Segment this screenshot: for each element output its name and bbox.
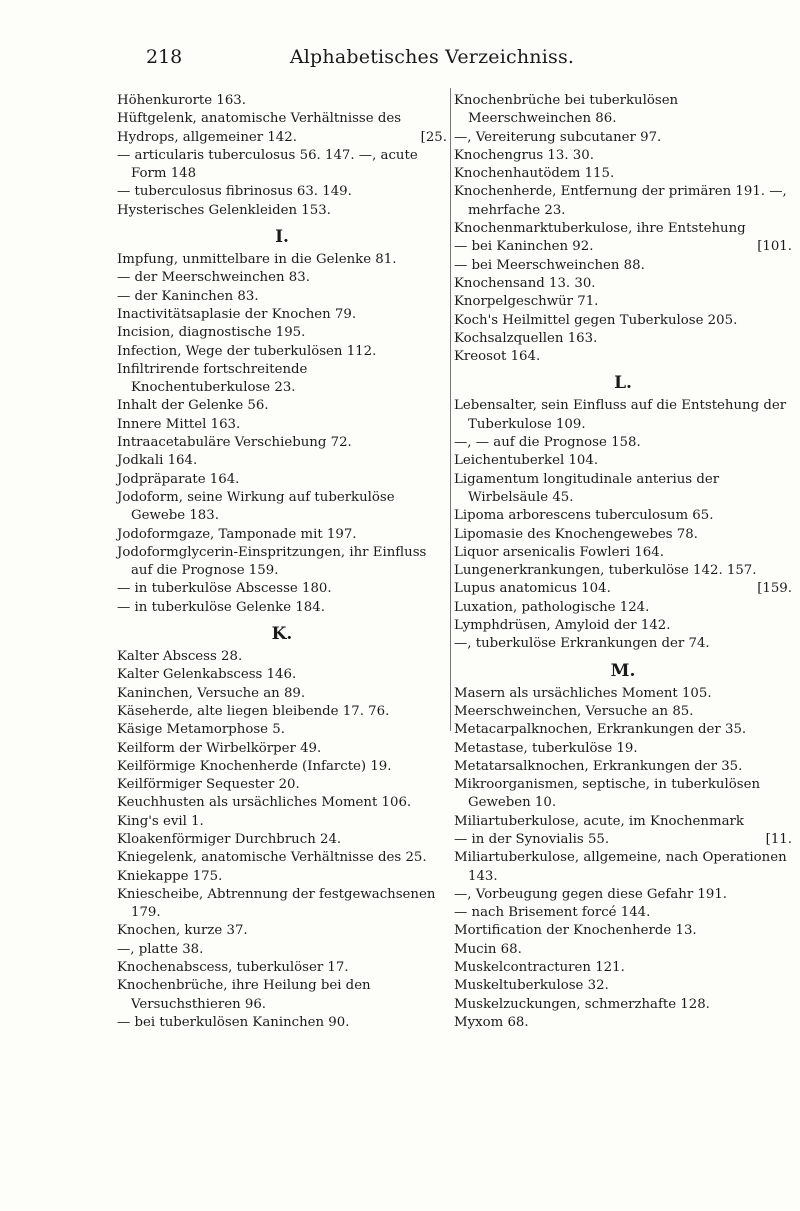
index-entry: Kochsalzquellen 163. [454, 330, 598, 346]
index-entry: —, Vorbeugung gegen diese Gefahr 191. [454, 886, 728, 902]
index-entry: Lungenerkrankungen, tuberkulöse 142. 157. [454, 563, 757, 579]
column-divider [450, 88, 451, 731]
index-entry: Knochenbrüche bei tuberkulösen Meerschweinchen 86. [454, 93, 679, 127]
index-entry: Lebensalter, sein Einfluss auf die Entstehung der Tuberkulose 109. [454, 398, 787, 432]
index-entry-continuation: [11. [765, 831, 792, 847]
index-entry: Kloakenförmiger Durchbruch 24. [117, 831, 342, 847]
index-entry: Mikroorganismen, septische, in tuberkulösen Geweben 10. [454, 777, 761, 811]
index-entry: — bei tuberkulösen Kaninchen 90. [117, 1014, 350, 1030]
index-entry: Käsige Metamorphose 5. [117, 722, 285, 738]
index-entry: Myxom 68. [454, 1014, 529, 1030]
page-number: 218 [146, 46, 183, 68]
section-letter-heading: L. [614, 373, 632, 394]
index-entry-continuation: [25. [420, 129, 447, 145]
index-entry: Kniescheibe, Abtrennung der festgewachsenen 179. [117, 886, 436, 921]
index-entry: Knochen, kurze 37. [117, 923, 248, 939]
index-entry: —, — auf die Prognose 158. [454, 435, 641, 451]
index-entry: Metastase, tuberkulöse 19. [454, 740, 638, 756]
page-header [146, 46, 718, 76]
index-entry: Knochensand 13. 30. [454, 275, 596, 291]
index-entry: Intraacetabuläre Verschiebung 72. [117, 435, 352, 451]
index-entry-text: Lupus anatomicus 104. [454, 581, 611, 597]
index-entry: Luxation, pathologische 124. [454, 599, 650, 615]
index-entry: Innere Mittel 163. [117, 416, 241, 432]
index-entry: Käseherde, alte liegen bleibende 17. 76. [117, 703, 390, 719]
index-entry [117, 129, 447, 147]
index-entry: Höhenkurorte 163. [117, 93, 246, 108]
index-entry [454, 238, 792, 256]
index-entry: Keuchhusten als ursächliches Moment 106. [117, 795, 412, 811]
index-entry: Lymphdrüsen, Amyloid der 142. [454, 618, 671, 634]
index-entry: Muskelzuckungen, schmerzhafte 128. [454, 996, 710, 1012]
index-entry: Knochenhautödem 115. [454, 166, 615, 182]
index-entry: Kalter Abscess 28. [117, 649, 243, 665]
index-entry: — tuberculosus fibrinosus 63. 149. [117, 184, 352, 200]
index-entry: — articularis tuberculosus 56. 147. —, acute Form 148 [117, 147, 418, 182]
index-entry: Mucin 68. [454, 941, 522, 957]
index-entry-text: — bei Kaninchen 92. [454, 239, 594, 255]
index-entry: — in tuberkulöse Abscesse 180. [117, 581, 332, 597]
index-entry: Masern als ursächliches Moment 105. [454, 685, 712, 701]
index-entry: — bei Meerschweinchen 88. [454, 257, 645, 273]
index-entry: Knorpelgeschwür 71. [454, 294, 599, 310]
index-entry: Kniekappe 175. [117, 868, 223, 884]
index-entry: Infection, Wege der tuberkulösen 112. [117, 343, 377, 359]
index-entry: Ligamentum longitudinale anterius der Wirbelsäule 45. [454, 471, 720, 505]
index-entry: Impfung, unmittelbare in die Gelenke 81. [117, 252, 397, 268]
index-entry: Keilförmiger Sequester 20. [117, 777, 300, 793]
index-entry: Miliartuberkulose, acute, im Knochenmark [454, 813, 744, 829]
index-entry: — der Meerschweinchen 83. [117, 270, 310, 286]
index-entry: Knochenbrüche, ihre Heilung bei den Versuchsthieren 96. [117, 978, 371, 1012]
index-entry-text: — in der Synovialis 55. [454, 831, 610, 847]
index-entry: Kalter Gelenkabscess 146. [117, 667, 297, 683]
index-entry: Kaninchen, Versuche an 89. [117, 685, 306, 701]
index-entry-text: Hydrops, allgemeiner 142. [117, 129, 297, 145]
index-entry: —, Vereiterung subcutaner 97. [454, 129, 662, 145]
index-entry: —, platte 38. [117, 941, 204, 957]
index-entry: Hüftgelenk, anatomische Verhältnisse des [117, 111, 402, 127]
index-entry: Jodoformglycerin-Einspritzungen, ihr Einfluss auf die Prognose 159. [117, 544, 427, 579]
index-entry: Koch's Heilmittel gegen Tuberkulose 205. [454, 312, 738, 328]
index-entry: — der Kaninchen 83. [117, 288, 259, 304]
index-entry: Infiltrirende fortschreitende Knochentuberkulose 23. [117, 361, 308, 396]
index-entry [454, 831, 792, 849]
index-entry: Inhalt der Gelenke 56. [117, 398, 269, 414]
index-entry-continuation: [101. [757, 239, 792, 255]
index-entry: Meerschweinchen, Versuche an 85. [454, 703, 694, 719]
index-entry: King's evil 1. [117, 813, 204, 829]
index-entry: Incision, diagnostische 195. [117, 325, 306, 341]
index-entry: Kniegelenk, anatomische Verhältnisse des 25. [117, 850, 427, 866]
index-entry: Knochenmarktuberkulose, ihre Entstehung [454, 221, 746, 237]
index-entry: Kreosot 164. [454, 349, 541, 365]
index-entry: Jodoformgaze, Tamponade mit 197. [117, 526, 357, 542]
index-entry: Metacarpalknochen, Erkrankungen der 35. [454, 722, 747, 738]
index-column-right [454, 92, 792, 1032]
index-entry: Inactivitätsaplasie der Knochen 79. [117, 306, 357, 322]
index-entry: Hysterisches Gelenkleiden 153. [117, 202, 331, 218]
index-entry: Jodpräparate 164. [117, 471, 240, 487]
running-title: Alphabetisches Verzeichniss. [289, 46, 575, 68]
index-column-left [117, 92, 447, 1032]
index-entry: Keilförmige Knochenherde (Infarcte) 19. [117, 758, 392, 774]
index-entry: Lipomasie des Knochengewebes 78. [454, 526, 698, 542]
index-entry: Liquor arsenicalis Fowleri 164. [454, 544, 664, 560]
index-entry: — nach Brisement forcé 144. [454, 905, 651, 921]
index-entry: Knochenabscess, tuberkulöser 17. [117, 960, 349, 976]
index-entry: Mortification der Knochenherde 13. [454, 923, 697, 939]
index-entry: Muskeltuberkulose 32. [454, 978, 609, 994]
index-entry: Leichentuberkel 104. [454, 453, 599, 469]
index-entry: — in tuberkulöse Gelenke 184. [117, 599, 325, 615]
index-entry: Metatarsalknochen, Erkrankungen der 35. [454, 758, 743, 774]
section-letter-heading: I. [275, 227, 289, 248]
index-entry-continuation: [159. [757, 581, 792, 597]
index-entry: Keilform der Wirbelkörper 49. [117, 740, 322, 756]
index-entry: Knochengrus 13. 30. [454, 147, 594, 163]
section-letter-heading: M. [610, 660, 636, 681]
section-letter-heading: K. [271, 624, 293, 645]
index-entry: Miliartuberkulose, allgemeine, nach Operationen 143. [454, 850, 787, 884]
index-entry: Lipoma arborescens tuberculosum 65. [454, 508, 714, 524]
index-entry: Knochenherde, Entfernung der primären 191. —, mehrfache 23. [454, 184, 787, 218]
index-entry [454, 580, 792, 598]
index-entry: —, tuberkulöse Erkrankungen der 74. [454, 636, 710, 652]
index-entry: Muskelcontracturen 121. [454, 960, 625, 976]
index-entry: Jodoform, seine Wirkung auf tuberkulöse Gewebe 183. [117, 489, 395, 524]
index-entry: Jodkali 164. [117, 453, 198, 469]
